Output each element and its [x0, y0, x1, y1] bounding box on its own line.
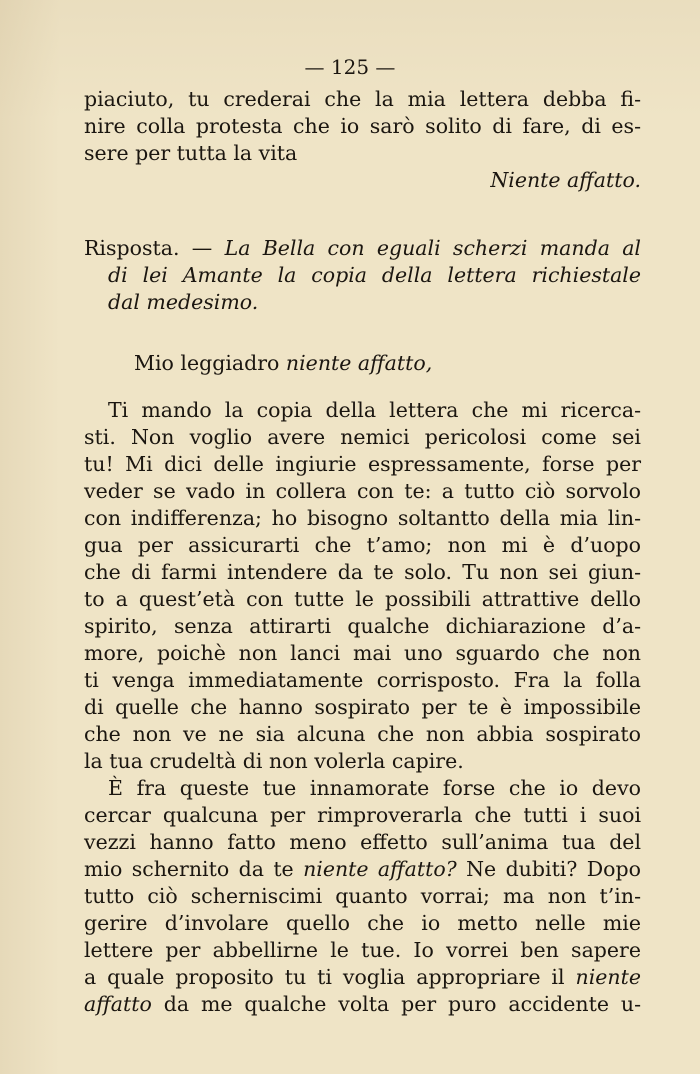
salutation	[84, 350, 641, 377]
closing-signature: Niente affatto.	[490, 168, 641, 192]
text-line: con indifferenza; ho bisogno soltantto della mia lin-	[84, 506, 641, 530]
salutation-line: Mio leggiadro niente affatto,	[134, 351, 433, 375]
text-line: a quale proposito tu ti voglia appropriare il niente	[84, 965, 641, 989]
text-line: ti venga immediatamente corrisposto. Fra la folla	[84, 668, 641, 692]
page-number: — 125 —	[304, 55, 396, 79]
text-line: to a quest’età con tutte le possibili attrattive dello	[84, 587, 641, 611]
text-line: mio schernito da te niente affatto? Ne dubiti? Dopo	[84, 857, 641, 881]
text-line: di quelle che hanno sospirato per te è impossibile	[84, 695, 641, 719]
paragraph-continuation	[84, 86, 641, 194]
text-line: more, poichè non lanci mai uno sguardo che non	[84, 641, 641, 665]
response-line: di lei Amante la copia della lettera richiestale	[108, 263, 641, 287]
text-line: veder se vado in collera con te: a tutto ciò sorvolo	[84, 479, 641, 503]
text-line: sti. Non voglio avere nemici pericolosi come sei	[84, 425, 641, 449]
response-heading	[84, 235, 641, 316]
text-line: È fra queste tue innamorate forse che io devo	[108, 776, 641, 800]
text-line: tu! Mi dici delle ingiurie espressamente, forse per	[84, 452, 641, 476]
text-line: tutto ciò scherniscimi quanto vorrai; ma non t’in-	[84, 884, 641, 908]
text-line: affatto da me qualche volta per puro accidente u-	[84, 992, 641, 1016]
text-line: nire colla protesta che io sarò solito di fare, di es-	[84, 114, 641, 138]
text-line: lettere per abbellirne le tue. Io vorrei ben sapere	[84, 938, 641, 962]
response-line: dal medesimo.	[108, 290, 259, 314]
text-line: che non ve ne sia alcuna che non abbia sospirato	[84, 722, 641, 746]
text-line: gerire d’involare quello che io metto nelle mie	[84, 911, 641, 935]
text-line: Ti mando la copia della lettera che mi ricerca-	[108, 398, 641, 422]
response-line: Risposta. — La Bella con eguali scherzi manda al	[84, 236, 641, 260]
letter-body	[84, 397, 641, 1018]
text-line: spirito, senza attirarti qualche dichiarazione d’a-	[84, 614, 641, 638]
text-line: cercar qualcuna per rimproverarla che tutti i suoi	[84, 803, 641, 827]
text-line: piaciuto, tu crederai che la mia lettera debba fi-	[84, 87, 641, 111]
text-line: la tua crudeltà di non volerla capire.	[84, 749, 464, 773]
text-line: gua per assicurarti che t’amo; non mi è d’uopo	[84, 533, 641, 557]
text-line: vezzi hanno fatto meno effetto sull’anima tua del	[84, 830, 641, 854]
text-line: sere per tutta la vita	[84, 141, 298, 165]
text-line: che di farmi intendere da te solo. Tu non sei giun-	[84, 560, 641, 584]
